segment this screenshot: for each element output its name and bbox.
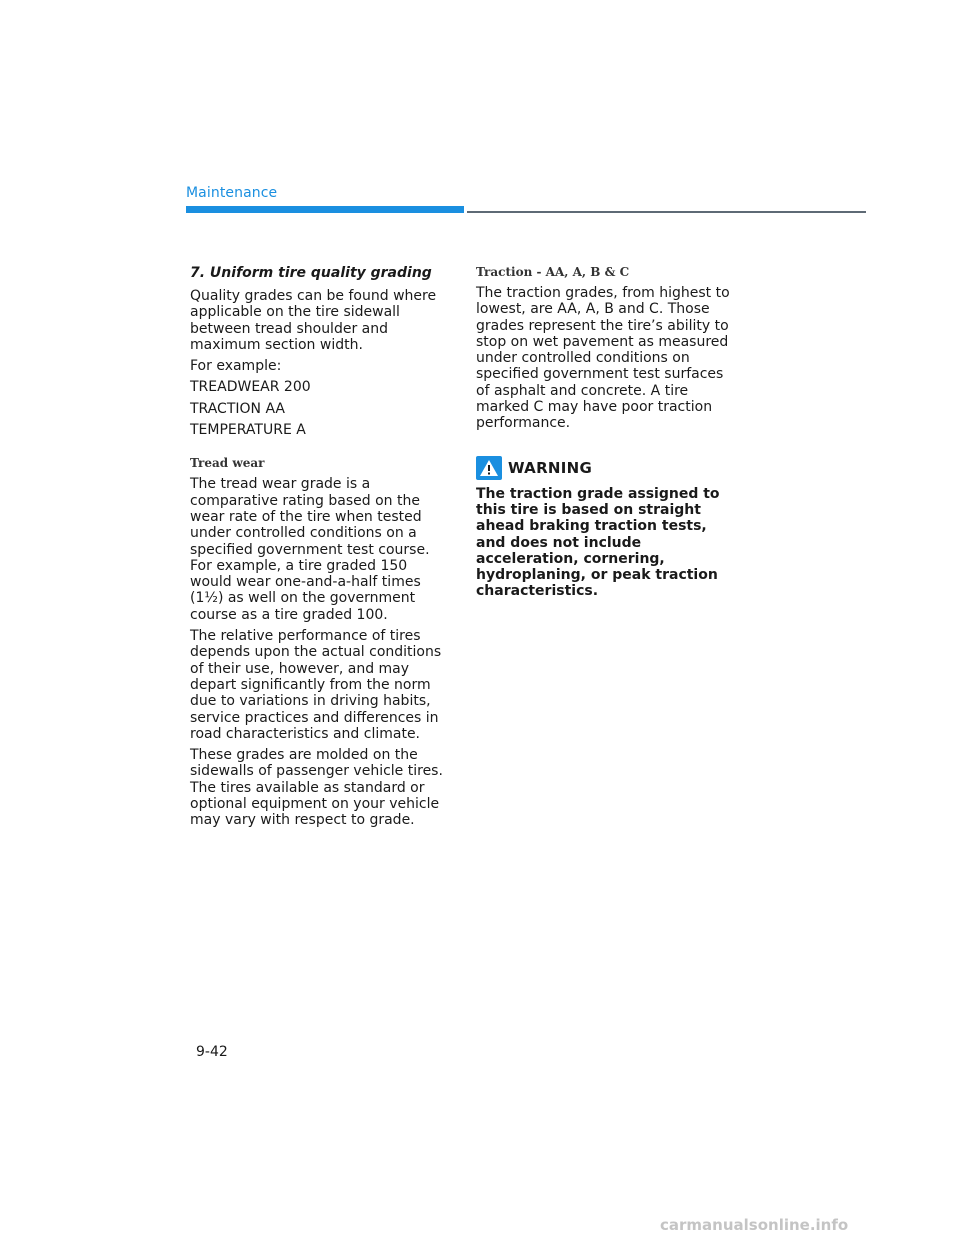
- example-line: TREADWEAR 200: [190, 379, 311, 396]
- warning-label: WARNING: [508, 458, 593, 477]
- example-line: TRACTION AA: [190, 400, 285, 417]
- section-title: Maintenance: [186, 185, 278, 201]
- warning-triangle-icon: [476, 456, 502, 480]
- watermark: carmanualsonline.info: [660, 1216, 849, 1234]
- tread-wear-paragraph: These grades are molded on the sidewalls of passenger vehicle tires. The tires available as standard or optional equipment on your vehicle may vary with respect to grade.: [190, 747, 443, 829]
- header-rule: [467, 211, 866, 213]
- left-column: [190, 264, 452, 834]
- warning-text: The traction grade assigned to this tire is based on straight ahead braking traction tests, and does not include acceleration, cornering, hydroplaning, or peak traction characteristics.: [476, 485, 720, 600]
- tread-wear-heading: Tread wear: [190, 456, 265, 471]
- page-number: 9-42: [196, 1044, 228, 1060]
- tread-wear-paragraph: The tread wear grade is a comparative rating based on the wear rate of the tire when tested under controlled conditions on a specified government test course. For example, a tire graded 150 would wear one-and-a-half times (1½) as well on the government course as a tire graded 100.: [190, 476, 430, 623]
- header-accent-bar: [186, 206, 464, 213]
- example-line: TEMPERATURE A: [190, 422, 306, 439]
- warning-header: [476, 456, 738, 480]
- tread-wear-paragraph: The relative performance of tires depends upon the actual conditions of their use, however, and may depart significantly from the norm due to variations in driving habits, service practices and differences in road characteristics and climate.: [190, 628, 442, 742]
- right-column: [476, 264, 738, 600]
- traction-heading: Traction - AA, A, B & C: [476, 265, 630, 279]
- section-heading: 7. Uniform tire quality grading: [190, 265, 432, 281]
- intro-paragraph: Quality grades can be found where applicable on the tire sidewall between tread shoulder and maximum section width.: [190, 288, 437, 353]
- traction-paragraph: The traction grades, from highest to lowest, are AA, A, B and C. Those grades represent the tire’s ability to stop on wet pavement as measured under controlled conditions on specified government test surfaces of asphalt and concrete. A tire marked C may have poor traction performance.: [476, 285, 730, 432]
- example-label: For example:: [190, 358, 282, 375]
